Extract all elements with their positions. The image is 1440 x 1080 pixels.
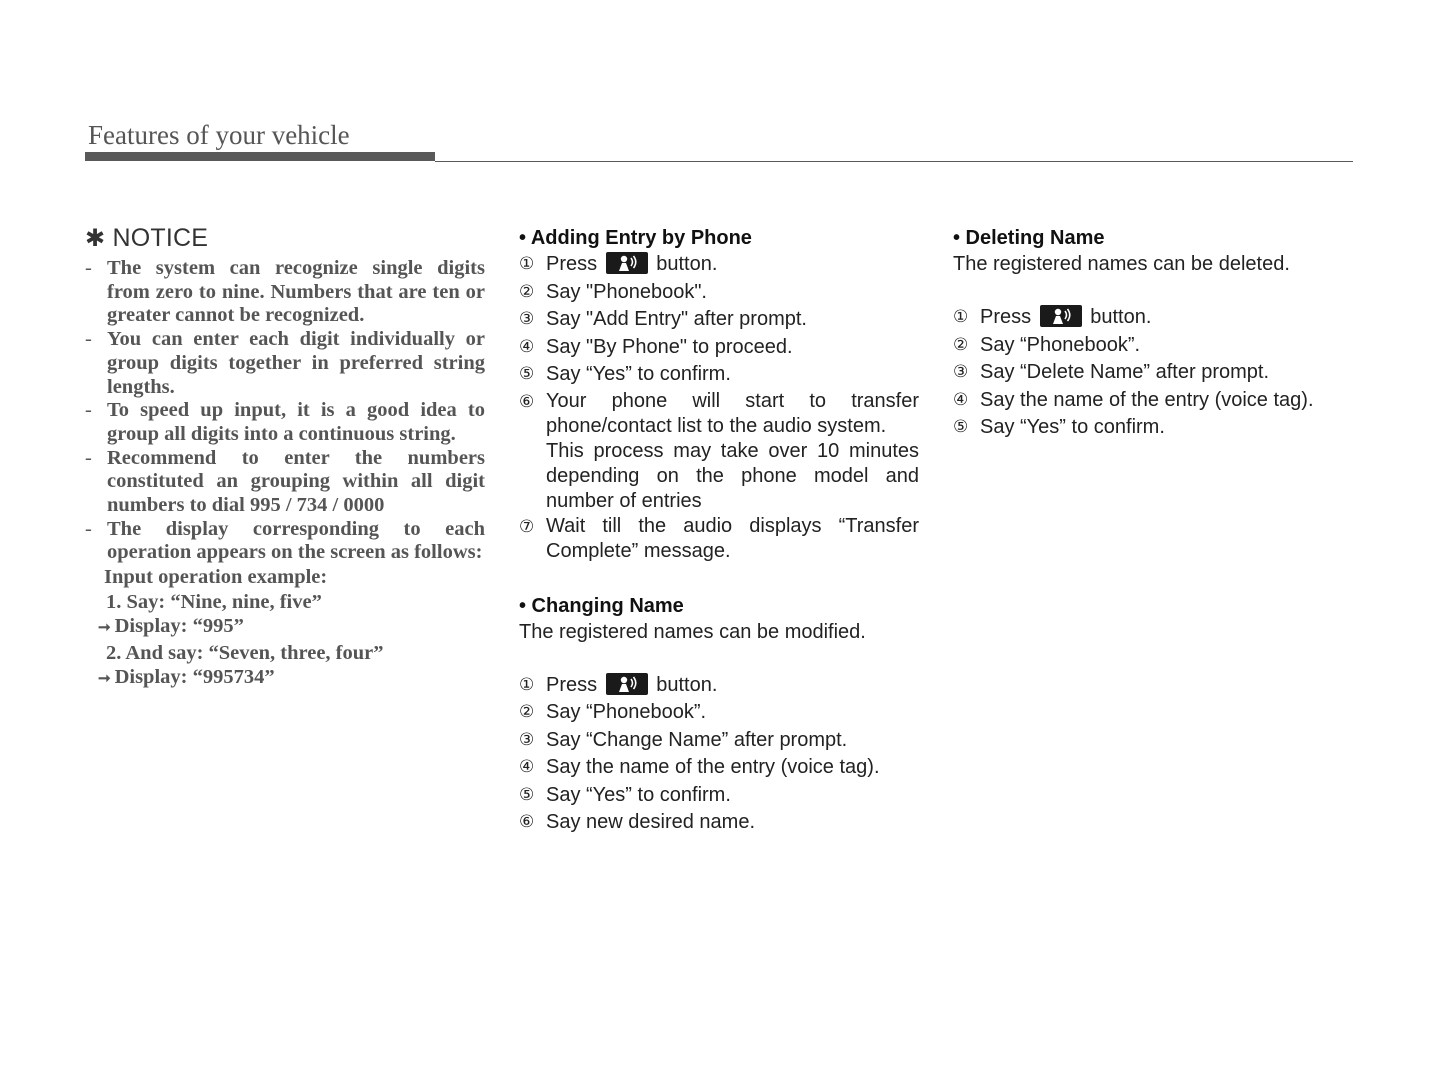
notice-item: - The display corresponding to each operation appears on the screen as follows: (85, 517, 485, 564)
step-item: ② Say “Phonebook”. (953, 333, 1141, 356)
step-item: ⑥ Say new desired name. (519, 811, 756, 833)
step-item: ① Press button. (953, 306, 1152, 328)
voice-talk-icon (1040, 305, 1082, 327)
arrow-icon: ➞ (98, 671, 111, 688)
step-item: ① Press button. (519, 253, 718, 275)
step-item: ② Say "Phonebook". (519, 280, 707, 303)
column-right (953, 225, 1353, 442)
step-item: ③ Say “Delete Name” after prompt. (953, 361, 1269, 383)
notice-title: NOTICE (112, 224, 209, 252)
page-header-title: Features of your vehicle (88, 120, 350, 150)
step-item: ⑦ Wait till the audio displays “Transfer Complete” message. (519, 514, 919, 562)
step-item: ⑤ Say “Yes” to confirm. (953, 416, 1165, 438)
asterisk-icon: ✱ (85, 225, 106, 252)
step-item: ④ Say the name of the entry (voice tag). (953, 388, 1314, 411)
step-item: ⑤ Say “Yes” to confirm. (519, 783, 731, 806)
example-display: ➞ Display: “995” (98, 615, 244, 638)
step-item: ② Say “Phonebook”. (519, 701, 707, 723)
step-item: ④ Say "By Phone" to proceed. (519, 335, 793, 358)
header-rule (435, 161, 1353, 162)
step-item: ③ Say "Add Entry" after prompt. (519, 308, 807, 330)
step-item: ③ Say “Change Name” after prompt. (519, 728, 848, 751)
arrow-icon: ➞ (98, 620, 111, 637)
notice-item: - Recommend to enter the numbers constituted an grouping within all digit numbers to dial 995 / 734 / 0000 (85, 446, 485, 517)
example-display: ➞ Display: “995734” (98, 666, 275, 689)
example-step: 1. Say: “Nine, nine, five” (106, 590, 322, 613)
step-item: ④ Say the name of the entry (voice tag). (519, 756, 880, 778)
step-item: ⑥ Your phone will start to transfer phone/contact list to the audio system. This process may take over 10 minutes depending on the phone model and number of entries (519, 389, 919, 512)
header-accent-bar (85, 152, 435, 161)
notice-item: - To speed up input, it is a good idea to group all digits into a continuous string. (85, 399, 485, 445)
notice-box (85, 224, 485, 692)
column-middle (519, 225, 919, 837)
notice-heading (85, 224, 485, 253)
voice-talk-icon (606, 252, 648, 274)
section-description: The registered names can be modified. (519, 620, 866, 643)
section-title-changing-name: • Changing Name (519, 594, 684, 617)
step-item: ① Press button. (519, 673, 718, 696)
section-description: The registered names can be deleted. (953, 253, 1290, 275)
step-item: ⑤ Say “Yes” to confirm. (519, 363, 731, 385)
section-title-adding-entry: • Adding Entry by Phone (519, 227, 752, 249)
notice-item: - You can enter each digit individually or group digits together in preferred string lengths. (85, 328, 485, 398)
example-step: 2. And say: “Seven, three, four” (106, 641, 384, 664)
notice-item: - The system can recognize single digits from zero to nine. Numbers that are ten or greater cannot be recognized. (85, 257, 485, 327)
example-title: Input operation example: (104, 566, 328, 589)
section-title-deleting-name: • Deleting Name (953, 227, 1105, 249)
voice-talk-icon (606, 673, 648, 695)
